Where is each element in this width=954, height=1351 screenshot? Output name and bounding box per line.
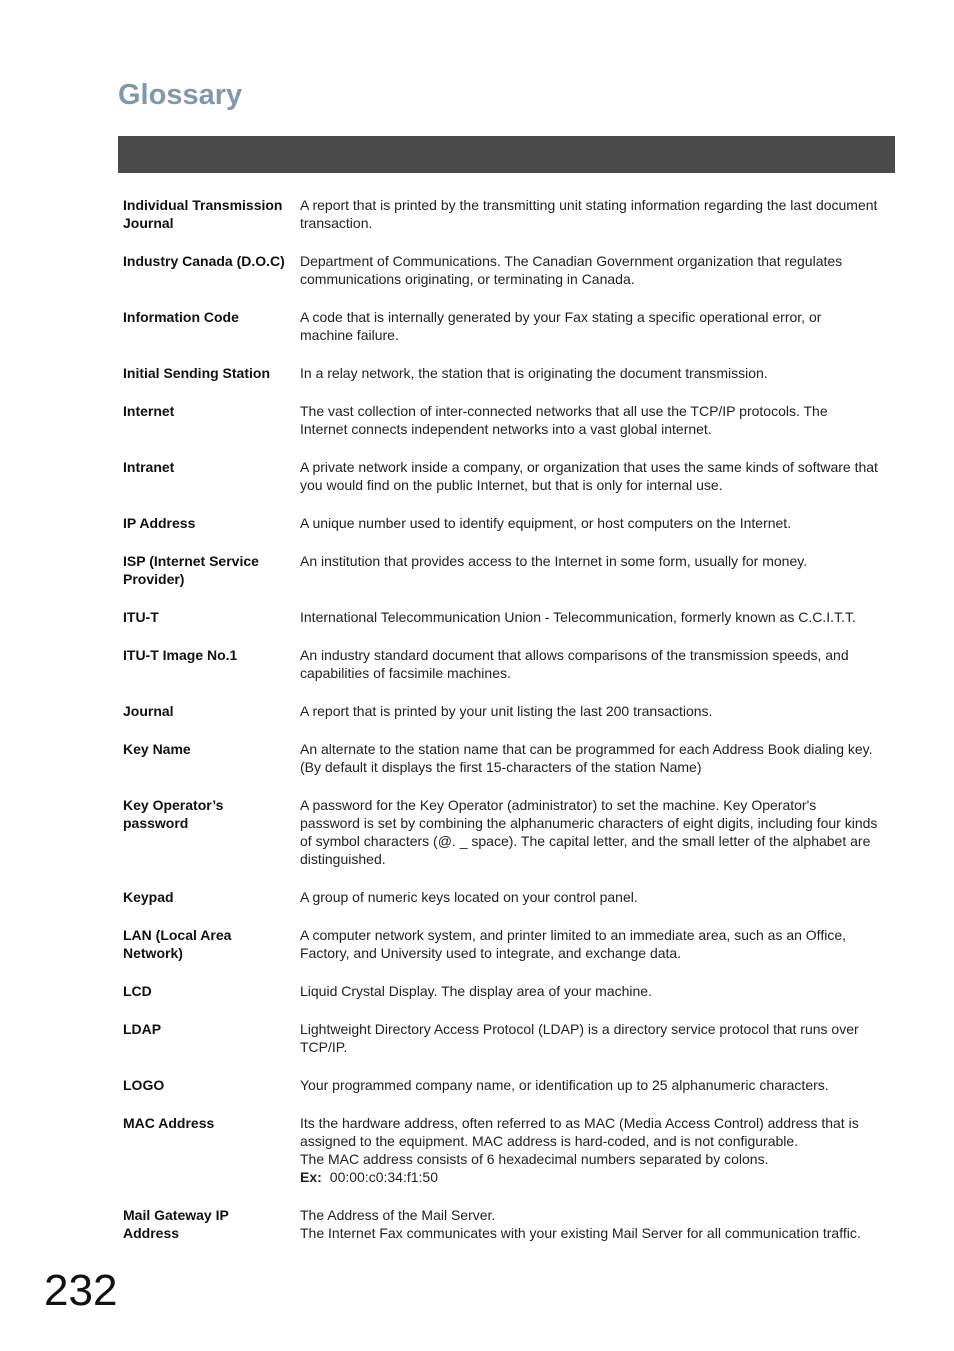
glossary-definition [300, 982, 893, 1000]
term-line: Key Name [123, 741, 191, 757]
glossary-term [123, 364, 300, 382]
glossary-entry [123, 196, 893, 232]
glossary-definition [300, 608, 893, 626]
term-line: Address [123, 1225, 180, 1241]
definition-line: A private network inside a company, or organization that uses the same kinds of software that [300, 459, 878, 475]
term-line: ITU-T Image No.1 [123, 647, 238, 663]
definition-line: A report that is printed by your unit listing the last 200 transactions. [300, 703, 713, 719]
glossary-entry [123, 926, 893, 962]
definition-line: An industry standard document that allows comparisons of the transmission speeds, and [300, 647, 849, 663]
glossary-term [123, 514, 300, 532]
term-line: Industry Canada (D.O.C) [123, 253, 285, 269]
glossary-entry [123, 458, 893, 494]
glossary-entry [123, 740, 893, 776]
definition-line: of symbol characters (@. _ space). The capital letter, and the small letter of the alphabet are [300, 833, 871, 849]
definition-line: machine failure. [300, 327, 399, 343]
definition-line: A code that is internally generated by your Fax stating a specific operational error, or [300, 309, 822, 325]
glossary-definition [300, 740, 893, 776]
glossary-term [123, 552, 300, 588]
glossary-term [123, 796, 300, 868]
term-line: Individual Transmission [123, 197, 283, 213]
glossary-entry [123, 1114, 893, 1186]
definition-line: An institution that provides access to the Internet in some form, usually for money. [300, 553, 808, 569]
term-line: LDAP [123, 1021, 162, 1037]
definition-line: Department of Communications. The Canadian Government organization that regulates [300, 253, 843, 269]
glossary-definition [300, 646, 893, 682]
glossary-definition [300, 308, 893, 344]
example-label: Ex: [300, 1169, 322, 1185]
definition-line: Lightweight Directory Access Protocol (LDAP) is a directory service protocol that runs over [300, 1021, 859, 1037]
definition-line: Internet connects independent networks into a vast global internet. [300, 421, 712, 437]
example-value: 00:00:c0:34:f1:50 [329, 1169, 438, 1185]
definition-line: distinguished. [300, 851, 386, 867]
glossary-term [123, 888, 300, 906]
glossary-term [123, 646, 300, 682]
glossary-definition [300, 1114, 893, 1186]
definition-line: Its the hardware address, often referred to as MAC (Media Access Control) address that is [300, 1115, 859, 1131]
definition-line: A group of numeric keys located on your control panel. [300, 889, 638, 905]
definition-line: Your programmed company name, or identification up to 25 alphanumeric characters. [300, 1077, 829, 1093]
example-line [300, 1168, 893, 1186]
definition-line: assigned to the equipment. MAC address is hard-coded, and is not configurable. [300, 1133, 799, 1149]
definition-line: you would find on the public Internet, but that is only for internal use. [300, 477, 723, 493]
glossary-term [123, 1076, 300, 1094]
definition-line: (By default it displays the first 15-characters of the station Name) [300, 759, 702, 775]
definition-line: transaction. [300, 215, 373, 231]
definition-line: The vast collection of inter-connected networks that all use the TCP/IP protocols. The [300, 403, 828, 419]
term-line: Journal [123, 215, 174, 231]
glossary-entry [123, 1020, 893, 1056]
term-line: Keypad [123, 889, 174, 905]
definition-line: In a relay network, the station that is originating the document transmission. [300, 365, 768, 381]
definition-line: A computer network system, and printer limited to an immediate area, such as an Office, [300, 927, 846, 943]
definition-line: The MAC address consists of 6 hexadecimal numbers separated by colons. [300, 1151, 769, 1167]
term-line: password [123, 815, 189, 831]
definition-line: password is set by combining the alphanumeric characters of eight digits, including four kinds [300, 815, 878, 831]
glossary-entry [123, 646, 893, 682]
glossary-entry [123, 1076, 893, 1094]
glossary-term [123, 402, 300, 438]
definition-line: International Telecommunication Union - Telecommunication, formerly known as C.C.I.T.T. [300, 609, 856, 625]
term-line: Intranet [123, 459, 175, 475]
glossary-definition [300, 1020, 893, 1056]
glossary-definition [300, 458, 893, 494]
definition-line: TCP/IP. [300, 1039, 348, 1055]
definition-line: Factory, and University used to integrate, and exchange data. [300, 945, 682, 961]
glossary-entry [123, 982, 893, 1000]
glossary-definition [300, 514, 893, 532]
glossary-entry [123, 252, 893, 288]
glossary-term [123, 1020, 300, 1056]
definition-line: A unique number used to identify equipment, or host computers on the Internet. [300, 515, 792, 531]
glossary-term [123, 196, 300, 232]
glossary-entry [123, 1206, 893, 1242]
glossary-entry [123, 702, 893, 720]
definition-line: A report that is printed by the transmitting unit stating information regarding the last document [300, 197, 878, 213]
glossary-entry [123, 552, 893, 588]
term-line: Initial Sending Station [123, 365, 270, 381]
glossary-definition [300, 888, 893, 906]
glossary-definition [300, 402, 893, 438]
glossary-term [123, 458, 300, 494]
term-line: LCD [123, 983, 152, 999]
definition-line: The Address of the Mail Server. [300, 1207, 496, 1223]
term-line: Network) [123, 945, 183, 961]
glossary-term [123, 982, 300, 1000]
glossary-definition [300, 1076, 893, 1094]
glossary-entry [123, 402, 893, 438]
glossary-definition [300, 702, 893, 720]
term-line: Provider) [123, 571, 185, 587]
glossary-definition [300, 364, 893, 382]
term-line: Mail Gateway IP [123, 1207, 229, 1223]
glossary-term [123, 926, 300, 962]
page-title: Glossary [118, 79, 243, 111]
definition-line: capabilities of facsimile machines. [300, 665, 511, 681]
term-line: LOGO [123, 1077, 165, 1093]
glossary-entry [123, 364, 893, 382]
term-line: LAN (Local Area [123, 927, 232, 943]
glossary-definition [300, 796, 893, 868]
definition-line: A password for the Key Operator (administrator) to set the machine. Key Operator's [300, 797, 817, 813]
glossary-term [123, 702, 300, 720]
term-line: Key Operator’s [123, 797, 224, 813]
glossary-term [123, 608, 300, 626]
term-line: Internet [123, 403, 175, 419]
glossary-definition [300, 552, 893, 588]
glossary-term [123, 308, 300, 344]
glossary-term [123, 252, 300, 288]
glossary-list [123, 196, 893, 1242]
term-line: ISP (Internet Service [123, 553, 259, 569]
definition-line: Liquid Crystal Display. The display area of your machine. [300, 983, 652, 999]
glossary-term [123, 1206, 300, 1242]
term-line: MAC Address [123, 1115, 215, 1131]
glossary-definition [300, 1206, 893, 1242]
page-number: 232 [44, 1266, 118, 1315]
glossary-entry [123, 608, 893, 626]
glossary-entry [123, 308, 893, 344]
definition-line: communications originating, or terminating in Canada. [300, 271, 635, 287]
term-line: IP Address [123, 515, 196, 531]
definition-line: An alternate to the station name that can be programmed for each Address Book dialing key. [300, 741, 873, 757]
glossary-definition [300, 926, 893, 962]
glossary-entry [123, 514, 893, 532]
section-header-bar [118, 136, 895, 173]
term-line: ITU-T [123, 609, 159, 625]
glossary-term [123, 740, 300, 776]
definition-line: The Internet Fax communicates with your existing Mail Server for all communication traffic. [300, 1225, 861, 1241]
glossary-entry [123, 888, 893, 906]
glossary-definition [300, 196, 893, 232]
glossary-definition [300, 252, 893, 288]
glossary-entry [123, 796, 893, 868]
term-line: Journal [123, 703, 174, 719]
term-line: Information Code [123, 309, 239, 325]
glossary-term [123, 1114, 300, 1186]
